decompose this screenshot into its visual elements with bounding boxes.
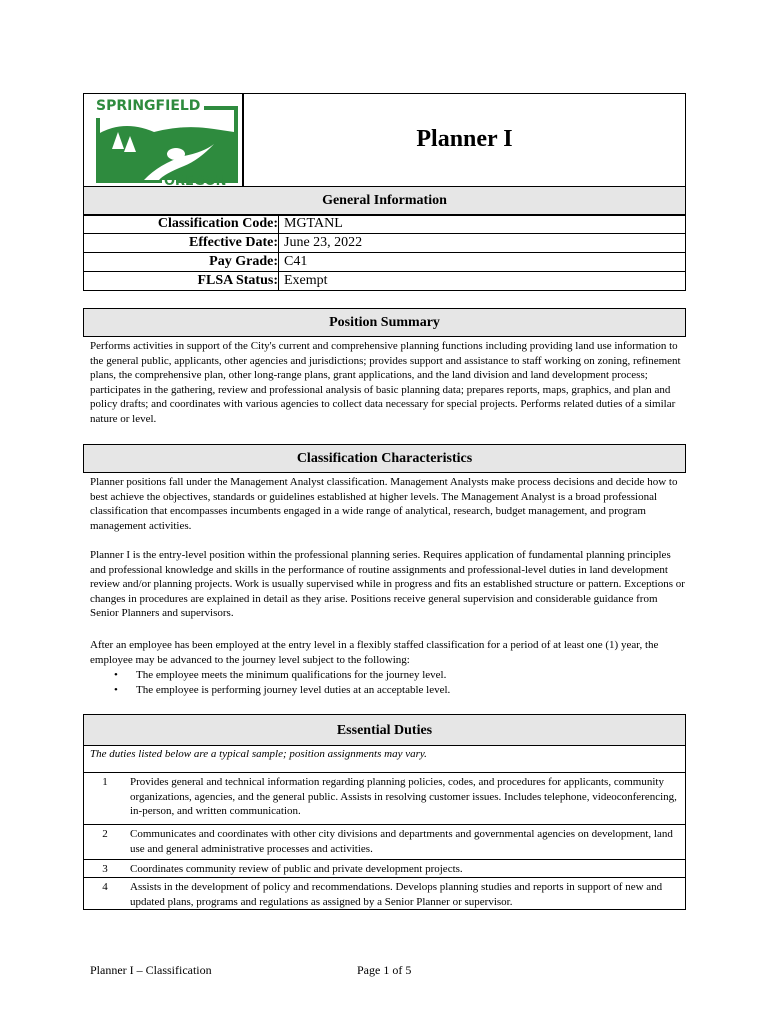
duty-text: Coordinates community review of public and private development projects.: [130, 863, 463, 875]
info-divider: [278, 215, 279, 233]
info-label: FLSA Status:: [197, 273, 278, 288]
springfield-logo: [84, 94, 242, 186]
footer-doc-name: Planner I – Classification: [90, 963, 212, 977]
essential-duties-header: Essential Duties: [83, 714, 686, 746]
logo-bottom-text: OREGON: [164, 174, 227, 186]
info-divider: [278, 253, 279, 271]
bullet-icon: •: [114, 669, 118, 681]
info-label: Effective Date:: [188, 235, 278, 250]
title-cell: [243, 93, 686, 187]
duties-note: The duties listed below are a typical sample; position assignments may vary.: [90, 748, 427, 760]
page-title: Planner I: [416, 126, 513, 152]
info-label: Pay Grade:: [209, 254, 278, 269]
info-divider: [278, 272, 279, 291]
general-info-header: General Information: [83, 187, 686, 215]
duty-number: 4: [102, 881, 108, 893]
info-value: C41: [284, 254, 308, 269]
position-summary-header: Position Summary: [83, 308, 686, 337]
table-row: [83, 824, 686, 859]
info-row-flsa-status: [83, 272, 686, 291]
info-row-classification-code: [83, 215, 686, 234]
bullet-icon: •: [114, 684, 118, 696]
logo-cell: [83, 93, 243, 187]
duty-text: Provides general and technical information regarding planning policies, codes, and procedures for applicants, community organizations, agencies, and the general public. Assists in resolving customer issues. Includes telephone, videoconferencing, in-person, and written communication.: [130, 776, 677, 817]
info-row-effective-date: [83, 234, 686, 253]
table-row: [83, 859, 686, 877]
info-row-pay-grade: [83, 253, 686, 272]
footer-page-number: Page 1 of 5: [357, 963, 412, 977]
table-row: [83, 772, 686, 824]
info-value: June 23, 2022: [284, 235, 363, 250]
info-value: Exempt: [284, 273, 328, 288]
duty-number: 1: [102, 776, 108, 788]
duty-number: 2: [102, 828, 108, 840]
classification-header: Classification Characteristics: [83, 444, 686, 473]
classification-paragraph-1: Planner positions fall under the Management Analyst classification. Management Analysts make process decisions and decide how to best achieve the objectives, standards or guidelines established at higher levels. The Management Analyst is a broad professional classification that encompasses incumbents engaged in a wide range of analytical, research, budget management, and program management activities.: [90, 476, 678, 532]
info-label: Classification Code:: [157, 216, 278, 231]
classification-paragraph-3: After an employee has been employed at the entry level in a flexibly staffed classification for a period of at least one (1) year, the employee may be advanced to the journey level subject to the following:: [90, 639, 659, 666]
logo-boat: [167, 148, 185, 160]
position-summary-text: Performs activities in support of the City's current and comprehensive planning functions including providing land use information to the general public, applicants, other agencies and jurisdictions; provides support and assistance to staff working on zoning, refinement plans, the comprehensive plan, other long-range plans, grant applications, and the land division and land development process; participates in the gathering, review and professional analysis of basic planning data; prepares reports, maps, graphics, and plan and policy drafts; and coordinates with various agencies to collect data necessary for special projects. Performs related duties of a similar nature or level.: [90, 340, 681, 425]
bullet-text: The employee meets the minimum qualifications for the journey level.: [136, 669, 447, 681]
duty-text: Communicates and coordinates with other city divisions and departments and governmental agencies on development, land use and general administrative processes and activities.: [130, 828, 673, 855]
classification-paragraph-2: Planner I is the entry-level position within the professional planning series. Requires application of fundamental planning principles and professional knowledge and skills in the performance of routine assignments and professional-level duties in land development review and/or planning projects. Work is usually supervised while in progress and fits an established structure or pattern. Exceptions or changes in procedures are explained in detail as they arise. Positions receive general supervision and considerable guidance from Senior Planners and supervisors.: [90, 549, 685, 619]
table-row: [83, 877, 686, 910]
duty-number: 3: [102, 863, 108, 875]
info-value: MGTANL: [284, 216, 343, 231]
bullet-text: The employee is performing journey level duties at an acceptable level.: [136, 684, 451, 696]
logo-top-text: SPRINGFIELD: [96, 98, 201, 114]
info-divider: [278, 234, 279, 252]
duty-text: Assists in the development of policy and recommendations. Develops planning studies and reports in support of new and updated plans, programs and regulations as assigned by a Senior Planner or supervisor.: [130, 881, 663, 908]
